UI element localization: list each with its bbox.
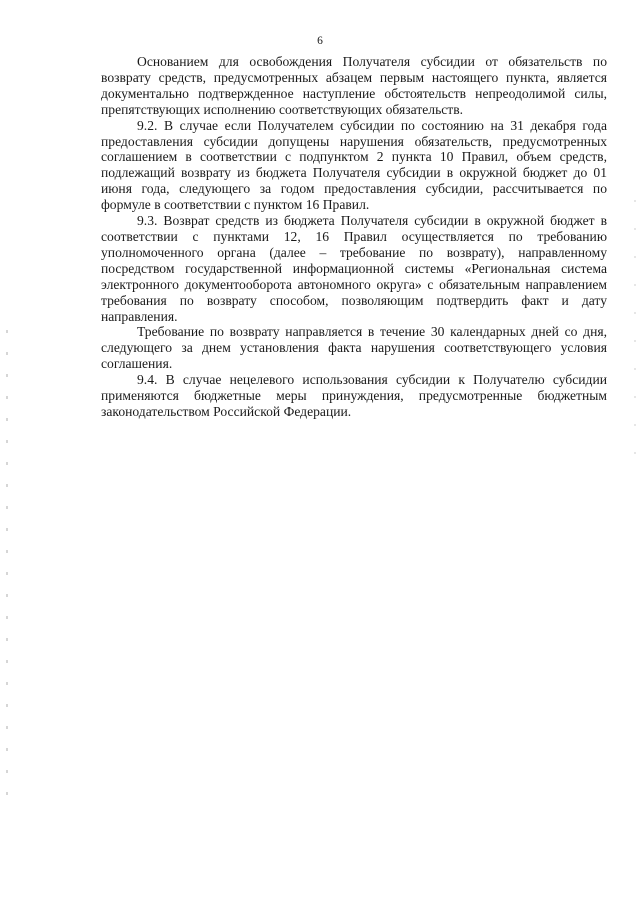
paragraph-9-4: 9.4. В случае нецелевого использования субсидии к Получателю субсидии применяются бюджетные меры принуждения, предусмотренные бюджетным законодательством Российской Федерации.: [101, 372, 607, 419]
document-body: [101, 54, 607, 420]
scan-margin-artifact-left: [6, 330, 8, 810]
paragraph-9-3: 9.3. Возврат средств из бюджета Получателя субсидии в окружной бюджет в соответствии с пунктами 12, 16 Правил осуществляется по требованию уполномоченного органа (далее – требование по возврату), направленному посредством государственной информационной системы «Региональная система электронного документооборота автономного округа» с обязательным направлением требования по возврату способом, позволяющим подтвердить факт и дату направления.: [101, 213, 607, 324]
page-number: 6: [317, 35, 323, 47]
paragraph-release-grounds: Основанием для освобождения Получателя субсидии от обязательств по возврату средств, предусмотренных абзацем первым настоящего пункта, является документально подтвержденное наступление обстоятельств непреодолимой силы, препятствующих исполнению соответствующих обязательств.: [101, 54, 607, 117]
scan-margin-artifact-right: [634, 200, 636, 460]
paragraph-refund-deadline: Требование по возврату направляется в течение 30 календарных дней со дня, следующего за днем установления факта нарушения соответствующего условия соглашения.: [101, 324, 607, 372]
paragraph-9-2: 9.2. В случае если Получателем субсидии по состоянию на 31 декабря года предоставления субсидии допущены нарушения обязательств, предусмотренных соглашением в соответствии с подпунктом 2 пункта 10 Правил, объем средств, подлежащий возврату из бюджета Получателя субсидии в окружной бюджет до 01 июня года, следующего за годом предоставления субсидии, рассчитывается по формуле в соответствии с пунктом 16 Правил.: [101, 117, 607, 213]
